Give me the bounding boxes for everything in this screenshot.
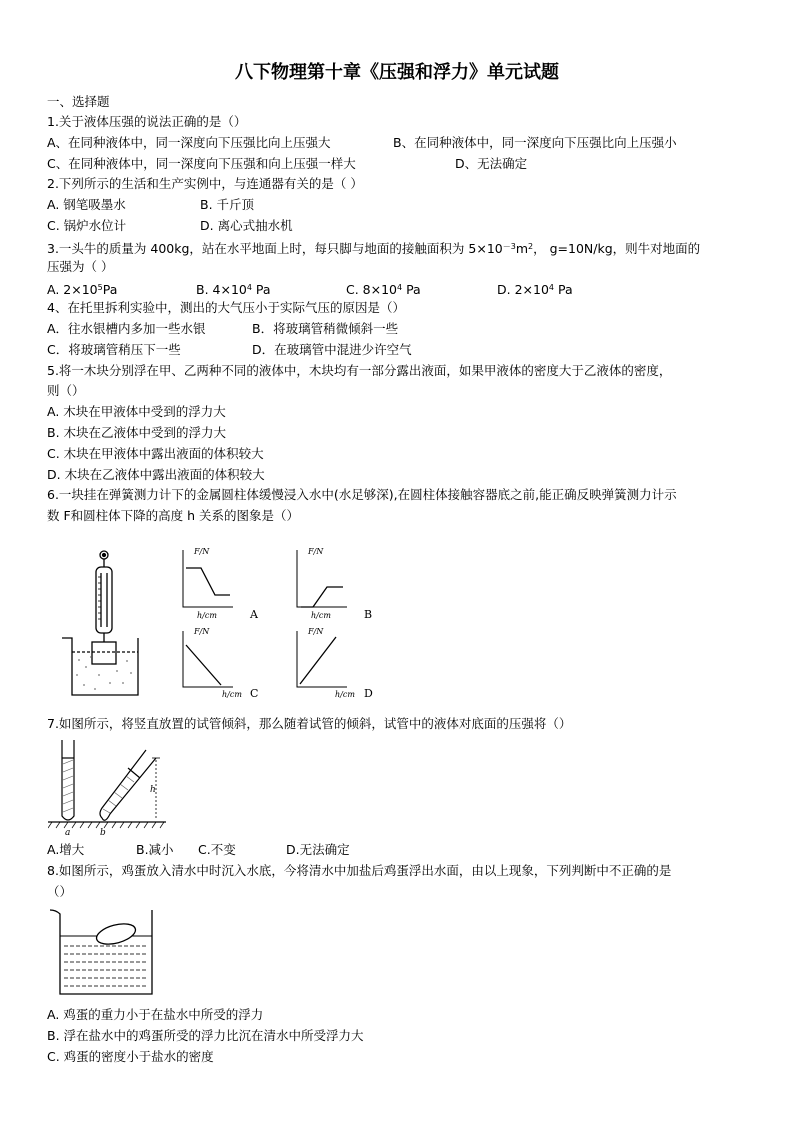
question-3-stem: 3.一头牛的质量为 400kg，站在水平地面上时，每只脚与地面的接触面积为 $5\times 10^{-3}m^2$， g=10N/kg，则牛对地面的 bbox=[47, 241, 701, 256]
graph-b-curve bbox=[301, 587, 343, 607]
question-5-option-b: B. 木块在乙液体中受到的浮力大 bbox=[47, 425, 227, 440]
graph-a bbox=[183, 550, 233, 607]
question-4-option-d: D．在玻璃管中混进少许空气 bbox=[252, 342, 412, 357]
spring-scale-apparatus bbox=[62, 551, 138, 695]
question-2-option-b: B. 千斤顶 bbox=[200, 197, 255, 212]
graph-d-label: D bbox=[364, 687, 373, 700]
question-3-option-b: B. $4\times 10^4$ Pa bbox=[196, 282, 271, 297]
graph-c-xlabel: h/cm bbox=[222, 690, 242, 699]
question-5-option-d: D. 木块在乙液体中露出液面的体积较大 bbox=[47, 467, 265, 482]
question-3-option-c: C. $8\times 10^4$ Pa bbox=[346, 282, 421, 297]
graph-c bbox=[183, 631, 233, 687]
graph-b-axes bbox=[297, 550, 347, 607]
question-3-stem-line2: 压强为（ ） bbox=[47, 259, 114, 274]
question-4-stem: 4、在托里拆利实验中，测出的大气压小于实际气压的原因是（） bbox=[47, 300, 405, 315]
label-a: a bbox=[65, 828, 71, 836]
graph-c-label: C bbox=[250, 687, 259, 700]
question-7-figure bbox=[48, 738, 168, 836]
question-5-stem-line2: 则（） bbox=[47, 383, 85, 398]
graph-c-curve bbox=[186, 645, 221, 685]
question-3-option-d: D. $2\times 10^4$ Pa bbox=[497, 282, 573, 297]
graph-d-xlabel: h/cm bbox=[335, 690, 355, 699]
section-heading: 一、选择题 bbox=[47, 94, 110, 109]
graph-a-ylabel: F/N bbox=[194, 547, 210, 556]
graph-d-curve bbox=[300, 637, 336, 684]
graph-a-curve bbox=[186, 568, 230, 595]
question-8-option-b: B. 浮在盐水中的鸡蛋所受的浮力比沉在清水中所受浮力大 bbox=[47, 1028, 364, 1043]
question-5-option-a: A. 木块在甲液体中受到的浮力大 bbox=[47, 404, 226, 419]
question-3-option-a: A. $2\times 10^5Pa$ bbox=[47, 282, 118, 297]
question-1-option-c: C、在同种液体中，同一深度向下压强和向上压强一样大 bbox=[47, 156, 356, 171]
question-5-option-c: C. 木块在甲液体中露出液面的体积较大 bbox=[47, 446, 264, 461]
label-b: b bbox=[100, 828, 106, 836]
question-7-option-a: A.增大 bbox=[47, 842, 85, 857]
graph-b bbox=[297, 550, 347, 607]
graph-d bbox=[297, 631, 347, 687]
graph-b-ylabel: F/N bbox=[308, 547, 324, 556]
question-4-option-a: A．往水银槽内多加一些水银 bbox=[47, 321, 206, 336]
graph-b-xlabel: h/cm bbox=[311, 611, 331, 620]
question-1-stem: 1.关于液体压强的说法正确的是（） bbox=[47, 114, 247, 129]
metal-cylinder bbox=[92, 642, 116, 664]
question-8-stem: 8.如图所示，鸡蛋放入清水中时沉入水底，今将清水中加盐后鸡蛋浮出水面，由以上现象，下列判断中不正确的是 bbox=[47, 863, 672, 878]
egg bbox=[94, 920, 137, 948]
page-title: 八下物理第十章《压强和浮力》单元试题 bbox=[235, 62, 559, 83]
question-6-stem: 6.一块挂在弹簧测力计下的金属圆柱体缓慢浸入水中(水足够深),在圆柱体接触容器底之前,能正确反映弹簧测力计示 bbox=[47, 487, 677, 502]
graph-c-axes bbox=[183, 631, 233, 687]
tilted-test-tube bbox=[100, 750, 156, 820]
graph-a-xlabel: h/cm bbox=[197, 611, 217, 620]
question-6-stem-line2: 数 F和圆柱体下降的高度 h 关系的图象是（） bbox=[47, 508, 300, 523]
graph-d-ylabel: F/N bbox=[308, 627, 324, 636]
question-7-option-d: D.无法确定 bbox=[286, 842, 350, 857]
question-2-stem: 2.下列所示的生活和生产实例中，与连通器有关的是（ ） bbox=[47, 176, 363, 191]
question-7-option-c: C.不变 bbox=[198, 842, 236, 857]
water-lines bbox=[64, 946, 148, 986]
beaker-8 bbox=[50, 910, 152, 994]
question-1-option-d: D、无法确定 bbox=[455, 156, 528, 171]
question-7-stem: 7.如图所示，将竖直放置的试管倾斜，那么随着试管的倾斜，试管中的液体对底面的压强将（） bbox=[47, 716, 572, 731]
label-h: h bbox=[150, 785, 156, 795]
question-6-figure bbox=[55, 545, 385, 705]
question-4-option-b: B．将玻璃管稍微倾斜一些 bbox=[252, 321, 399, 336]
question-7-option-b: B.减小 bbox=[136, 842, 174, 857]
graph-c-ylabel: F/N bbox=[194, 627, 210, 636]
question-2-option-d: D. 离心式抽水机 bbox=[200, 218, 293, 233]
question-1-option-b: B、在同种液体中，同一深度向下压强比向上压强小 bbox=[393, 135, 677, 150]
question-4-option-c: C．将玻璃管稍压下一些 bbox=[47, 342, 181, 357]
graph-b-label: B bbox=[364, 608, 373, 621]
question-2-option-a: A. 钢笔吸墨水 bbox=[47, 197, 126, 212]
question-5-stem: 5.将一木块分别浮在甲、乙两种不同的液体中，木块均有一部分露出液面，如果甲液体的密度大于乙液体的密度， bbox=[47, 363, 672, 378]
graph-a-axes bbox=[183, 550, 233, 607]
graph-a-label: A bbox=[250, 608, 258, 621]
question-1-option-a: A、在同种液体中，同一深度向下压强比向上压强大 bbox=[47, 135, 331, 150]
question-2-option-c: C. 锅炉水位计 bbox=[47, 218, 127, 233]
question-8-figure bbox=[48, 906, 168, 1002]
question-8-option-c: C. 鸡蛋的密度小于盐水的密度 bbox=[47, 1049, 214, 1064]
question-8-stem-line2: （） bbox=[47, 884, 73, 899]
question-8-option-a: A. 鸡蛋的重力小于在盐水中所受的浮力 bbox=[47, 1007, 264, 1022]
